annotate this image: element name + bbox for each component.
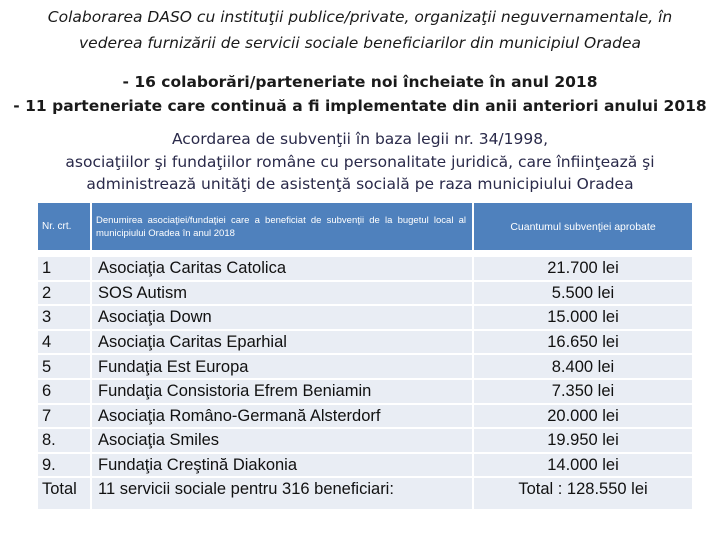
cell-amount: Total : 128.550 lei [473, 477, 693, 510]
cell-nr: 8. [37, 428, 91, 453]
table-row [37, 354, 693, 379]
cell-nr: 3 [37, 305, 91, 330]
table-row [37, 330, 693, 355]
cell-amount: 7.350 lei [473, 379, 693, 404]
cell-name: Asociaţia Smiles [91, 428, 473, 453]
header-name: Denumirea asociaţiei/fundaţiei care a beneficiat de subvenţii de la bugetul local al municipiului Oradea în anul 2018 [91, 202, 473, 251]
summary-continuing-partnerships: - 11 parteneriate care continuă a fi implementate din anii anteriori anului 2018 [13, 97, 707, 115]
table-row [37, 379, 693, 404]
header-nr: Nr. crt. [37, 202, 91, 251]
cell-name: Asociaţia Româno-Germană Alsterdorf [91, 404, 473, 429]
cell-amount: 5.500 lei [473, 281, 693, 306]
header-amount: Cuantumul subvenţiei aprobate [473, 202, 693, 251]
subsidy-table [36, 201, 694, 511]
table-row [37, 305, 693, 330]
cell-nr: 4 [37, 330, 91, 355]
cell-name: Fundaţia Creştină Diakonia [91, 453, 473, 478]
cell-amount: 14.000 lei [473, 453, 693, 478]
subtitle-line-1: Acordarea de subvenţii în baza legii nr. 34/1998, [171, 130, 549, 148]
subtitle-line-3: administrează unităţi de asistenţă socială pe raza municipiului Oradea [86, 175, 634, 193]
cell-nr: 9. [37, 453, 91, 478]
cell-amount: 21.700 lei [473, 256, 693, 281]
cell-name: SOS Autism [91, 281, 473, 306]
table-row [37, 453, 693, 478]
cell-amount: 15.000 lei [473, 305, 693, 330]
table-total-row [37, 477, 693, 510]
cell-name: Asociaţia Caritas Eparhial [91, 330, 473, 355]
cell-amount: 16.650 lei [473, 330, 693, 355]
table-header-row [37, 202, 693, 251]
heading-line-1: Colaborarea DASO cu instituţii publice/private, organizaţii neguvernamentale, în [47, 8, 673, 26]
cell-amount: 20.000 lei [473, 404, 693, 429]
cell-name: Asociaţia Down [91, 305, 473, 330]
table-row [37, 281, 693, 306]
heading-line-2: vederea furnizării de servicii sociale beneficiarilor din municipiul Oradea [79, 34, 641, 52]
table-row [37, 404, 693, 429]
cell-name: 11 servicii sociale pentru 316 beneficiari: [91, 477, 473, 510]
table-row [37, 428, 693, 453]
cell-name: Fundaţia Est Europa [91, 354, 473, 379]
cell-name: Asociaţia Caritas Catolica [91, 256, 473, 281]
cell-amount: 8.400 lei [473, 354, 693, 379]
subtitle-line-2: asociaţiilor şi fundaţiilor române cu personalitate juridică, care înfiinţează şi [65, 153, 655, 171]
cell-nr: Total [37, 477, 91, 510]
cell-name: Fundaţia Consistoria Efrem Beniamin [91, 379, 473, 404]
cell-nr: 1 [37, 256, 91, 281]
cell-nr: 7 [37, 404, 91, 429]
cell-amount: 19.950 lei [473, 428, 693, 453]
cell-nr: 6 [37, 379, 91, 404]
cell-nr: 5 [37, 354, 91, 379]
summary-new-partnerships: - 16 colaborări/parteneriate noi încheiate în anul 2018 [122, 73, 598, 91]
table-row [37, 256, 693, 281]
cell-nr: 2 [37, 281, 91, 306]
